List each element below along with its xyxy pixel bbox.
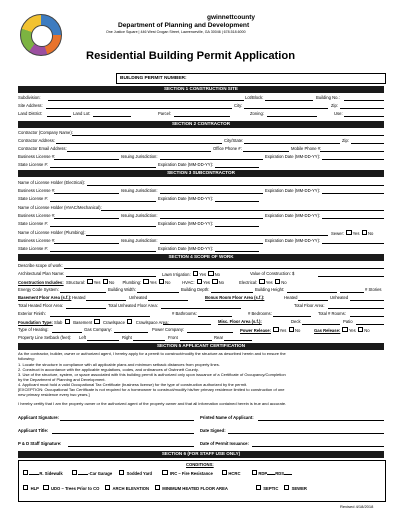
sewer-option-group — [331, 230, 373, 236]
electrical-jurisdiction-label: Issuing Jurisdiction: — [121, 188, 158, 193]
contractor-address-field[interactable] — [56, 143, 222, 144]
stories-label: # Stories — [365, 287, 382, 292]
date-signed-label: Date Signed: — [200, 428, 226, 433]
date-of-issuance-label: Date of Permit Issuance: — [200, 441, 249, 446]
type-of-heating-label: Type of Heating: — [18, 327, 49, 332]
plan-name-label: Architectural Plan Name: — [18, 271, 65, 276]
gas-release-no-label: No — [364, 327, 370, 333]
section-1-header: SECTION 1 CONSTRUCTION SITE — [18, 86, 384, 93]
certification-item-3: 3. Use of the structure, system, or space associated with this building permit is authorized only upon issuance of a Certificate of Occupancy/Completion — [18, 372, 286, 377]
power-release-yes-label: Yes — [279, 327, 287, 333]
contractor-business-license-field[interactable] — [54, 159, 119, 160]
septic-label: SEPTIC — [263, 485, 279, 491]
staff-signature-label: P & D Staff Signature: — [18, 441, 62, 446]
total-heated-floor-field[interactable] — [66, 308, 106, 309]
crawlspace-area-label: Crawlspace Area: — [135, 319, 169, 325]
sewer-yes-label: Yes — [352, 230, 360, 236]
r-sidewalk-label: R. Sidewalk — [39, 470, 63, 476]
land-lot-label: Land Lot: — [73, 111, 91, 116]
hvac-holder-label: Name of License Holder (HVAC/Mechanical): — [18, 205, 102, 210]
electrical-no-checkbox[interactable] — [275, 279, 280, 284]
udo-trees-checkbox[interactable] — [43, 485, 48, 490]
hvac-jurisdiction-label: Issuing Jurisdiction: — [121, 213, 158, 218]
parcel-label: Parcel: — [158, 111, 172, 116]
plumbing-business-license-label: Business License #: — [18, 238, 56, 243]
printed-name-label: Printed Name of Applicant: — [200, 415, 254, 420]
county-name: gwinnettcounty — [207, 14, 256, 21]
plumbing-jurisdiction-field[interactable] — [160, 243, 263, 244]
power-release-no-checkbox[interactable] — [289, 327, 294, 332]
setback-label: Property Line Setback (feet): — [18, 335, 72, 340]
lawn-irrigation-no-checkbox[interactable] — [208, 271, 213, 276]
energy-code-field[interactable] — [60, 292, 106, 293]
gas-company-label: Gas Company: — [84, 327, 112, 332]
certification-item-1: 1. Locate the structure in compliance with all applicable plans and minimum setback distances from property lines. — [18, 362, 220, 367]
contractor-expiration-label: Expiration Date (MM-DD-YY): — [265, 154, 321, 159]
contractor-city-state-label: City/State: — [224, 138, 244, 143]
certification-item-3-cont: by the Department of Planning and Development. — [18, 377, 106, 382]
hvac-includes-label: HVAC: — [182, 279, 195, 285]
parcel-field[interactable] — [174, 116, 230, 117]
slab-label: Slab — [53, 319, 63, 325]
hvac-no-label: No — [218, 279, 224, 285]
basement-heated-field[interactable] — [86, 300, 126, 301]
plan-name-field[interactable] — [66, 276, 156, 277]
basement-heated-label: Heated — [72, 295, 86, 300]
sodded-yard-checkbox[interactable] — [119, 470, 124, 475]
contractor-address-label: Contractor Address: — [18, 138, 56, 143]
plumbing-state-license-label: State License #: — [18, 246, 49, 251]
electrical-state-license-field[interactable] — [50, 201, 156, 202]
mobile-phone-label: Mobile Phone #: — [291, 146, 322, 151]
permit-number-box[interactable] — [116, 73, 386, 84]
applicant-signature-label: Applicant Signature: — [18, 415, 59, 420]
use-label: Use: — [334, 111, 343, 116]
total-floor-area-field[interactable] — [328, 308, 384, 309]
sewer-no-label: No — [368, 230, 374, 236]
conditions-label: CONDITIONS: — [186, 462, 214, 467]
certification-item-4: 4. Applicant must hold a valid Occupational Tax Certificate (business license) for the type of construction authorized by the permit. — [18, 382, 248, 387]
bathrooms-field[interactable] — [198, 316, 232, 317]
setback-left-label: Left — [79, 335, 86, 340]
plumbing-state-expiration-field[interactable] — [215, 251, 259, 252]
gas-company-field[interactable] — [114, 332, 148, 333]
plumbing-jurisdiction-label: Issuing Jurisdiction: — [121, 238, 158, 243]
office-phone-label: Office Phone #: — [213, 146, 242, 151]
plumbing-yes-label: Yes — [149, 279, 157, 285]
rds-label: RDS — [275, 470, 285, 476]
electrical-state-expiration-field[interactable] — [215, 201, 259, 202]
date-of-issuance-field[interactable] — [252, 446, 384, 447]
electrical-expiration-field[interactable] — [322, 193, 384, 194]
exterior-finish-label: Exterior Finish: — [18, 311, 46, 316]
plumbing-holder-label: Name of License Holder (Plumbing): — [18, 230, 86, 235]
patio-label: Patio — [343, 319, 353, 324]
total-unheated-floor-field[interactable] — [161, 308, 241, 309]
electrical-state-license-label: State License #: — [18, 196, 49, 201]
stories-field[interactable] — [340, 292, 364, 293]
building-width-label: Building Width: — [108, 287, 136, 292]
minimum-heated-floor-area-label: MINIMUM HEATED FLOOR AREA — [162, 485, 228, 491]
contractor-company-field[interactable] — [72, 135, 384, 136]
plumbing-expiration-field[interactable] — [322, 243, 384, 244]
electrical-business-license-field[interactable] — [54, 193, 119, 194]
gas-release-yes-label: Yes — [348, 327, 356, 333]
irc-fire-resistance-checkbox[interactable] — [162, 470, 167, 475]
hvac-state-expiration-field[interactable] — [215, 226, 259, 227]
contractor-expiration-field[interactable] — [322, 159, 384, 160]
contractor-email-field[interactable] — [67, 151, 211, 152]
minimum-heated-floor-area-checkbox[interactable] — [155, 485, 160, 490]
bonus-unheated-label: Unheated — [330, 295, 349, 300]
permit-number-label: BUILDING PERMIT NUMBER: — [120, 75, 187, 81]
irc-fire-resistance-label: IRC – Fire Resistance — [170, 470, 213, 476]
hvac-state-license-field[interactable] — [50, 226, 156, 227]
total-rooms-field[interactable] — [350, 316, 384, 317]
lawn-irrigation-group — [162, 271, 220, 277]
setback-right-label: Right — [122, 335, 132, 340]
hvac-jurisdiction-field[interactable] — [160, 218, 263, 219]
contractor-zip-field[interactable] — [351, 143, 384, 144]
hcrc-label: HCRC — [228, 470, 241, 476]
contractor-state-expiration-label: Expiration Date (MM-DD-YY): — [158, 162, 214, 167]
hvac-expiration-label: Expiration Date (MM-DD-YY): — [265, 213, 321, 218]
section-6-header: SECTION 6 (FOR STAFF USE ONLY) — [18, 451, 384, 458]
total-floor-area-label: Total Floor Area: — [294, 303, 325, 308]
setback-rear-label: Rear — [214, 335, 224, 340]
contractor-issuing-jurisdiction-field[interactable] — [160, 159, 263, 160]
section-2-header: SECTION 2 CONTRACTOR — [18, 121, 384, 128]
site-address-label: Site Address: — [18, 103, 43, 108]
plumbing-business-license-field[interactable] — [54, 243, 119, 244]
zoning-label: Zoning: — [250, 111, 264, 116]
setback-right-field[interactable] — [133, 340, 165, 341]
sodded-yard-label: Sodded Yard — [126, 470, 153, 476]
contractor-state-expiration-field[interactable] — [215, 167, 259, 168]
hvac-state-license-label: State License #: — [18, 221, 49, 226]
contractor-zip-label: Zip: — [342, 138, 349, 143]
patio-field[interactable] — [356, 324, 384, 325]
certification-item-4-exception: [EXCEPTION: Occupational Tax Certificate is not required for a homeowner to construct/modify his/her primary residence limited to construction of one — [18, 387, 285, 392]
building-height-field[interactable] — [287, 292, 337, 293]
bedrooms-label: # Bedrooms: — [248, 311, 272, 316]
electrical-holder-field[interactable] — [87, 185, 384, 186]
certification-statement: I hereby certify that I am the property owner or the authorized agent of the property owner and that all information contained herein is true and accurate. — [18, 401, 287, 406]
site-zip-field[interactable] — [340, 108, 384, 109]
power-release-no-label: No — [294, 327, 301, 333]
deck-label: Deck — [291, 319, 301, 324]
total-heated-floor-label: Total Heated Floor Area: — [18, 303, 64, 308]
contractor-business-license-label: Business License #: — [18, 154, 56, 159]
contractor-city-state-field[interactable] — [244, 143, 340, 144]
revision-date: Revised 4/18/2018 — [340, 504, 374, 509]
construction-includes-group — [18, 279, 287, 285]
seal-center — [31, 25, 53, 47]
hvac-expiration-field[interactable] — [322, 218, 384, 219]
electrical-includes-label: Electrical: — [239, 279, 258, 285]
arch-elevation-checkbox[interactable] — [105, 485, 110, 490]
misc-floor-area-label: Misc. Floor Area (s.f.): — [218, 319, 262, 324]
basement-checkbox[interactable] — [94, 319, 99, 324]
foundation-type-group — [18, 319, 169, 325]
applicant-title-label: Applicant Title: — [18, 428, 49, 433]
building-width-field[interactable] — [137, 292, 179, 293]
arch-elevation-label: ARCH ELEVATION — [112, 485, 150, 491]
sewer-label: Sewer: — [331, 230, 345, 236]
hvac-yes-checkbox[interactable] — [197, 279, 202, 284]
setback-left-field[interactable] — [87, 340, 119, 341]
plumbing-expiration-label: Expiration Date (MM-DD-YY): — [265, 238, 321, 243]
subdivision-label: Subdivision: — [18, 95, 41, 100]
sewer-staff-checkbox[interactable] — [284, 485, 289, 490]
hvac-business-license-label: Business License #: — [18, 213, 56, 218]
construction-includes-label: Construction Includes: — [18, 279, 64, 285]
crawlspace-checkbox[interactable] — [127, 319, 132, 324]
staff-conditions-row-2 — [22, 485, 307, 491]
building-no-field[interactable] — [344, 100, 384, 101]
contractor-issuing-jurisdiction-label: Issuing Jurisdiction: — [121, 154, 158, 159]
plumbing-no-label: No — [165, 279, 171, 285]
power-release-group — [240, 327, 300, 333]
udo-trees-label: UDO – Trees Prior to CO — [51, 485, 100, 491]
lawn-irrigation-label: Lawn Irrigation: — [162, 271, 191, 277]
mobile-phone-field[interactable] — [320, 151, 384, 152]
deck-field[interactable] — [302, 324, 340, 325]
septic-checkbox[interactable] — [256, 485, 261, 490]
date-signed-field[interactable] — [228, 433, 384, 434]
sewer-staff-label: SEWER — [291, 485, 307, 491]
site-city-label: City: — [234, 103, 243, 108]
car-garage-checkbox[interactable] — [72, 470, 77, 475]
gas-release-label: Gas Release: — [314, 327, 341, 333]
hvac-no-checkbox[interactable] — [212, 279, 217, 284]
building-depth-label: Building Depth: — [181, 287, 210, 292]
electrical-no-label: No — [281, 279, 287, 285]
applicant-title-field[interactable] — [52, 433, 194, 434]
land-lot-field[interactable] — [93, 116, 131, 117]
electrical-yes-label: Yes — [265, 279, 273, 285]
use-field[interactable] — [344, 116, 384, 117]
hvac-holder-field[interactable] — [101, 210, 384, 211]
certification-item-4-exception-cont: new primary residence every two years.] — [18, 392, 90, 397]
gas-release-no-checkbox[interactable] — [358, 327, 363, 332]
hlp-checkbox[interactable] — [23, 485, 28, 490]
r-sidewalk-checkbox[interactable] — [23, 470, 28, 475]
staff-signature-field[interactable] — [68, 446, 194, 447]
setback-front-label: Front — [168, 335, 178, 340]
bathrooms-label: # Bathrooms: — [172, 311, 197, 316]
structural-yes-checkbox[interactable] — [87, 279, 92, 284]
building-no-label: Building No.: — [316, 95, 340, 100]
land-district-label: Land District: — [18, 111, 43, 116]
hcrc-checkbox[interactable] — [222, 470, 227, 475]
rdp-label: RDP — [258, 470, 268, 476]
bonus-room-area-label: Bonus Room Floor Area (s.f.): — [205, 295, 265, 300]
electrical-state-expiration-label: Expiration Date (MM-DD-YY): — [158, 196, 214, 201]
plumbing-no-checkbox[interactable] — [159, 279, 164, 284]
contractor-state-license-label: State License #: — [18, 162, 49, 167]
site-zip-label: Zip: — [331, 103, 338, 108]
electrical-expiration-label: Expiration Date (MM-DD-YY): — [265, 188, 321, 193]
contractor-email-label: Contractor Email Address: — [18, 146, 67, 151]
hvac-state-expiration-label: Expiration Date (MM-DD-YY): — [158, 221, 214, 226]
hlp-label: HLP — [30, 485, 39, 491]
plumbing-yes-checkbox[interactable] — [143, 279, 148, 284]
printed-name-field[interactable] — [258, 420, 384, 421]
basement-label: Basement — [73, 319, 93, 325]
total-unheated-floor-label: Total Unheated Floor Area: — [108, 303, 158, 308]
site-address-field[interactable] — [46, 108, 232, 109]
plumbing-state-expiration-label: Expiration Date (MM-DD-YY): — [158, 246, 214, 251]
rdp-checkbox[interactable] — [252, 470, 257, 475]
car-garage-label: -Car Garage — [88, 470, 113, 476]
lawn-irrigation-yes-checkbox[interactable] — [193, 271, 198, 276]
sewer-yes-checkbox[interactable] — [346, 230, 351, 235]
bonus-heated-label: Heated — [284, 295, 298, 300]
total-rooms-label: Total # Rooms: — [318, 311, 346, 316]
electrical-yes-checkbox[interactable] — [259, 279, 264, 284]
office-phone-field[interactable] — [243, 151, 289, 152]
lawn-irrigation-yes-label: Yes — [199, 271, 207, 277]
plumbing-holder-field[interactable] — [86, 235, 328, 236]
staff-conditions-row-1 — [22, 470, 292, 476]
exterior-finish-field[interactable] — [50, 316, 150, 317]
lawn-irrigation-no-label: No — [214, 271, 220, 277]
lot-block-field[interactable] — [265, 100, 313, 101]
type-of-heating-field[interactable] — [52, 332, 82, 333]
foundation-type-label: Foundation Type: — [18, 319, 53, 325]
energy-code-label: Energy Code System: — [18, 287, 59, 292]
section-5-header: SECTION 5 APPLICANT CERTIFICATION — [18, 343, 384, 350]
building-height-label: Building Height: — [255, 287, 285, 292]
electrical-jurisdiction-field[interactable] — [160, 193, 263, 194]
setback-rear-field[interactable] — [224, 340, 252, 341]
gas-release-group — [314, 327, 370, 333]
plumbing-includes-label: Plumbing: — [122, 279, 142, 285]
certification-following: following: — [18, 356, 35, 361]
slab-checkbox[interactable] — [65, 319, 70, 324]
certification-intro: As the contractor, builder, owner or authorized agent, I hereby apply for a permit to construct/modify the structure as described herein and to ensure the — [18, 351, 286, 356]
hvac-yes-label: Yes — [203, 279, 211, 285]
power-company-field[interactable] — [187, 332, 233, 333]
crawlspace-label: Crawlspace — [103, 319, 125, 325]
setback-front-field[interactable] — [180, 340, 212, 341]
describe-scope-label: Describe scope of work: — [18, 263, 63, 268]
crawlspace-area-field[interactable] — [163, 324, 211, 325]
bedrooms-field[interactable] — [273, 316, 311, 317]
building-depth-field[interactable] — [211, 292, 253, 293]
plumbing-state-license-field[interactable] — [50, 251, 156, 252]
section-3-header: SECTION 3 SUBCONTRACTOR — [18, 170, 384, 177]
section-4-header: SECTION 4 SCOPE OF WORK — [18, 254, 384, 261]
department-address: One Justice Square | 446 West Crogan Street, Lawrenceville, GA 30046 | 678.518.6000 — [106, 30, 246, 34]
basement-unheated-label: Unheated — [129, 295, 148, 300]
structural-yes-label: Yes — [93, 279, 101, 285]
structural-no-label: No — [109, 279, 115, 285]
structural-label: Structural: — [65, 279, 86, 285]
gwinnett-county-seal-logo — [20, 14, 62, 56]
describe-scope-field[interactable] — [64, 268, 384, 269]
value-of-construction-label: Value of Construction: $ — [250, 271, 295, 276]
electrical-business-license-label: Business License #: — [18, 188, 56, 193]
contractor-company-label: Contractor (Company Name): — [18, 130, 73, 135]
land-district-field[interactable] — [47, 116, 71, 117]
power-release-label: Power Release: — [240, 327, 271, 333]
power-company-label: Power Company: — [152, 327, 185, 332]
department-name: Department of Planning and Development — [118, 22, 250, 29]
zoning-field[interactable] — [267, 116, 317, 117]
basement-unheated-field[interactable] — [148, 300, 188, 301]
applicant-signature-field[interactable] — [60, 420, 194, 421]
lot-block-label: Lot/Block: — [245, 95, 264, 100]
site-city-field[interactable] — [244, 108, 328, 109]
gas-release-yes-checkbox[interactable] — [342, 327, 347, 332]
contractor-state-license-field[interactable] — [50, 167, 156, 168]
bonus-unheated-field[interactable] — [350, 300, 384, 301]
power-release-yes-checkbox[interactable] — [273, 327, 278, 332]
bonus-heated-field[interactable] — [298, 300, 328, 301]
certification-item-2: 2. Construct in accordance with the applicable regulations, codes, and ordinances of Gwinnett County. — [18, 367, 199, 372]
subdivision-field[interactable] — [48, 100, 244, 101]
structural-no-checkbox[interactable] — [103, 279, 108, 284]
electrical-holder-label: Name of License Holder (Electrical): — [18, 180, 86, 185]
hvac-business-license-field[interactable] — [54, 218, 119, 219]
basement-floor-area-label: Basement Floor Area (s.f.): — [18, 295, 72, 300]
page-title: Residential Building Permit Application — [86, 50, 296, 62]
sewer-no-checkbox[interactable] — [362, 230, 367, 235]
value-of-construction-field[interactable] — [318, 276, 384, 277]
